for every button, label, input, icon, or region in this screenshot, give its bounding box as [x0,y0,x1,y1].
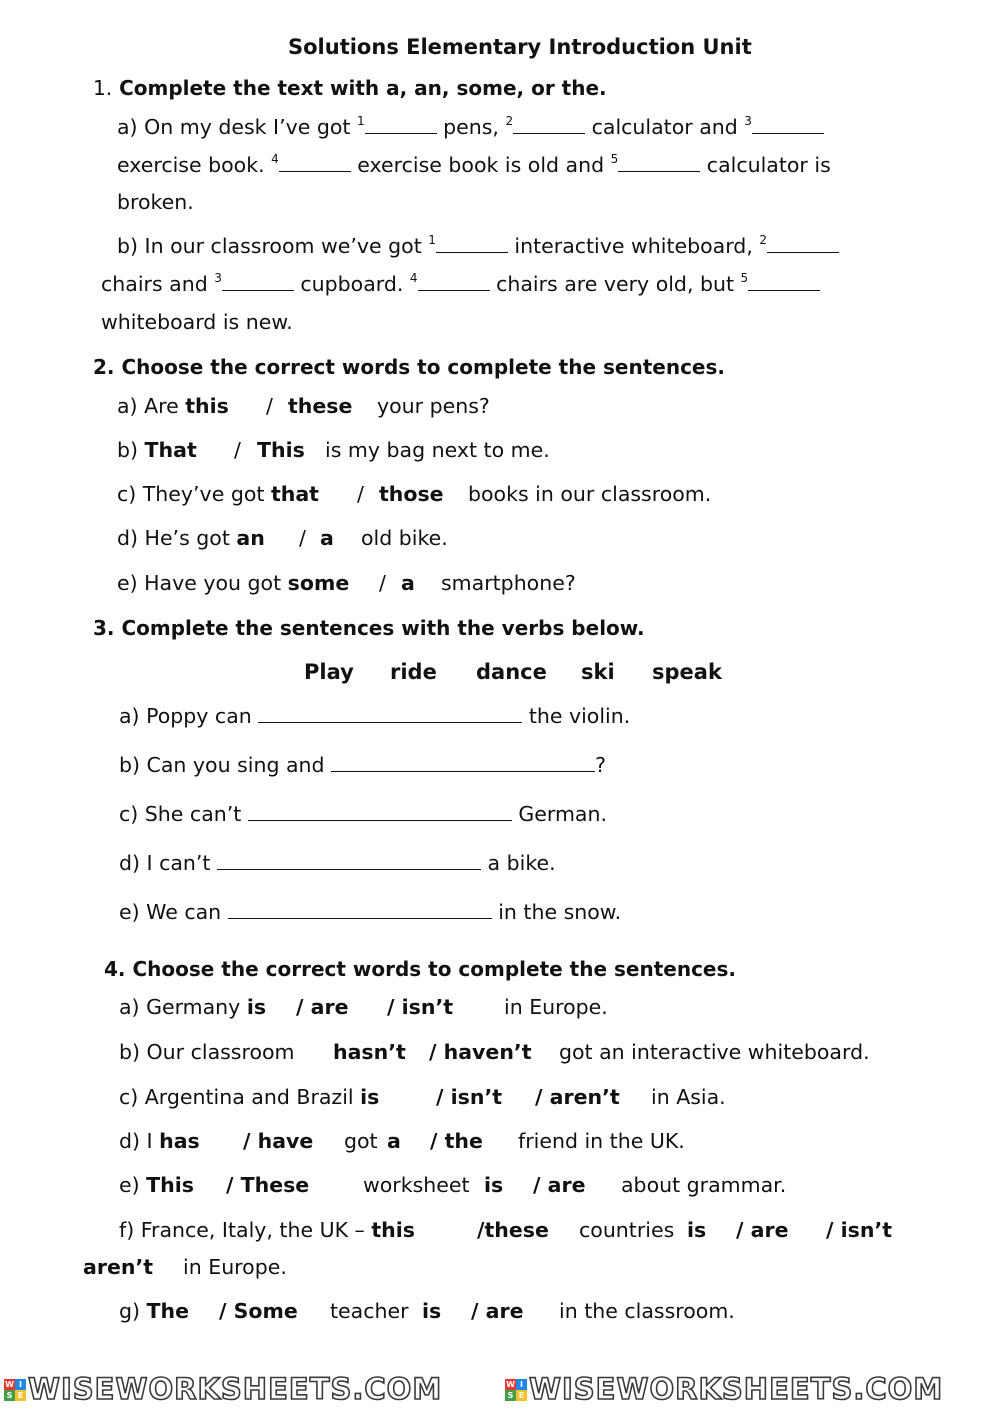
ex2-item-a: a) Are this / these your pens? [117,394,490,418]
word-ride: ride [390,660,437,684]
option-choice[interactable]: an [236,526,265,550]
ex4-item-b: b) Our classroom hasn’t / haven’t got an interactive whiteboard. [119,1040,870,1064]
option-choice[interactable]: / have [243,1129,314,1153]
option-choice[interactable]: is [246,995,267,1019]
ex3-item-c: c) She can’t German. [119,802,607,826]
option-choice[interactable]: / are [736,1218,789,1242]
ex2-item-c: c) They’ve got that / those books in our classroom. [117,482,712,506]
footer-brand-text: WISEWORKSHEETS.COM [529,1372,944,1406]
option-choice[interactable]: these [288,394,353,418]
word-speak: speak [652,660,722,684]
word-play: Play [304,660,354,684]
ex2-item-b: b) That / This is my bag next to me. [117,438,550,462]
option-choice[interactable]: /these [477,1218,549,1242]
blank-input[interactable] [258,704,522,723]
option-choice[interactable]: that [270,482,319,506]
option-choice[interactable]: / isn’t [436,1085,503,1109]
ex3-item-a: a) Poppy can the violin. [119,704,631,728]
ex4-item-a: a) Germany is / are / isn’t in Europe. [119,995,608,1019]
option-choice[interactable]: some [287,571,350,595]
blank-input[interactable] [222,272,294,291]
option-choice[interactable]: This [257,438,305,462]
ex1-b-line1: b) In our classroom we’ve got $^1$ interactive whiteboard, $^2$ [117,234,839,258]
option-choice[interactable]: a [320,526,334,550]
ex1-a-line2: exercise book. $^4$ exercise book is old and $^5$ calculator is [117,152,831,177]
option-choice[interactable]: / are [471,1299,524,1323]
option-choice[interactable]: hasn’t [333,1040,406,1064]
option-choice[interactable]: is [422,1299,442,1323]
word-ski: ski [581,660,615,684]
option-choice[interactable]: is [484,1173,504,1197]
option-choice[interactable]: / haven’t [429,1040,532,1064]
option-choice[interactable]: has [159,1129,200,1153]
option-choice[interactable]: / are [296,995,349,1019]
word-bank [304,660,722,684]
ex1-heading-text: Complete the text with a, an, some, or the. [119,76,607,100]
option-choice[interactable]: those [379,482,444,506]
ex3-item-e: e) We can in the snow. [119,900,622,924]
option-choice[interactable]: / Some [219,1299,298,1323]
ex1-a-line1: a) On my desk I’ve got $^1$ pens, $^2$ calculator and $^3$ [117,115,824,139]
ex1-b-line2: chairs and $^3$ cupboard. $^4$ chairs are very old, but $^5$ [101,272,820,296]
option-choice[interactable]: / the [430,1129,483,1153]
blank-input[interactable] [228,900,492,919]
blank-input[interactable] [217,851,481,870]
option-choice[interactable]: is [687,1218,707,1242]
option-choice[interactable]: This [146,1173,194,1197]
ex3-heading: 3. Complete the sentences with the verbs below. [93,616,645,640]
footer-brand-text: WISEWORKSHEETS.COM [28,1372,443,1406]
blank-input[interactable] [748,272,820,291]
ex2-heading: 2. Choose the correct words to complete the sentences. [93,355,726,379]
option-choice[interactable]: a [401,571,415,595]
ex4-item-c: c) Argentina and Brazil is / isn’t / aren’t in Asia. [119,1085,726,1109]
option-choice[interactable]: this [185,394,229,418]
ex4-item-d: d) I has / have got a / the friend in the UK. [119,1129,685,1153]
blank-input[interactable] [618,153,700,172]
word-dance: dance [476,660,547,684]
footer-branding [0,1368,1000,1413]
option-choice[interactable]: / aren’t [535,1085,620,1109]
ex2-item-e: e) Have you got some / a smartphone? [117,571,576,595]
ex1-a-line3: broken. [117,190,194,214]
blank-input[interactable] [513,115,585,134]
blank-input[interactable] [279,153,351,172]
blank-input[interactable] [767,234,839,253]
option-choice[interactable]: aren’t [83,1255,154,1279]
option-choice[interactable]: is [360,1085,380,1109]
option-choice[interactable]: The [146,1299,190,1323]
blank-input[interactable] [331,753,595,772]
blank-input[interactable] [436,234,508,253]
ex3-item-b: b) Can you sing and ? [119,753,606,777]
option-choice[interactable]: this [371,1218,415,1242]
blank-input[interactable] [365,115,437,134]
option-choice[interactable]: / isn’t [387,995,454,1019]
ex4-heading: 4. Choose the correct words to complete the sentences. [104,957,737,981]
ex4-item-g: g) The / Some teacher is / are in the classroom. [119,1299,735,1323]
ex1-heading [93,76,607,100]
ex1-number: 1. [93,76,113,100]
ex4-item-e: e) This / These worksheet is / are about grammar. [119,1173,787,1197]
ex2-item-d: d) He’s got an / a old bike. [117,526,448,550]
option-choice[interactable]: / are [533,1173,586,1197]
option-choice[interactable]: That [144,438,197,462]
option-choice[interactable]: / These [226,1173,310,1197]
ex4-item-f: f) France, Italy, the UK – this /these countries is / are / isn’t [119,1218,893,1242]
wise-logo-icon: W I S E [4,1379,26,1401]
ex4-item-f-line2: aren’t in Europe. [83,1255,287,1279]
blank-input[interactable] [248,802,512,821]
blank-input[interactable] [418,272,490,291]
wise-logo-icon: W I S E [505,1379,527,1401]
option-choice[interactable]: a [387,1129,401,1153]
page-title: Solutions Elementary Introduction Unit [288,35,752,59]
blank-input[interactable] [752,115,824,134]
option-choice[interactable]: / isn’t [826,1218,893,1242]
ex1-b-line3: whiteboard is new. [101,310,293,334]
ex3-item-d: d) I can’t a bike. [119,851,556,875]
